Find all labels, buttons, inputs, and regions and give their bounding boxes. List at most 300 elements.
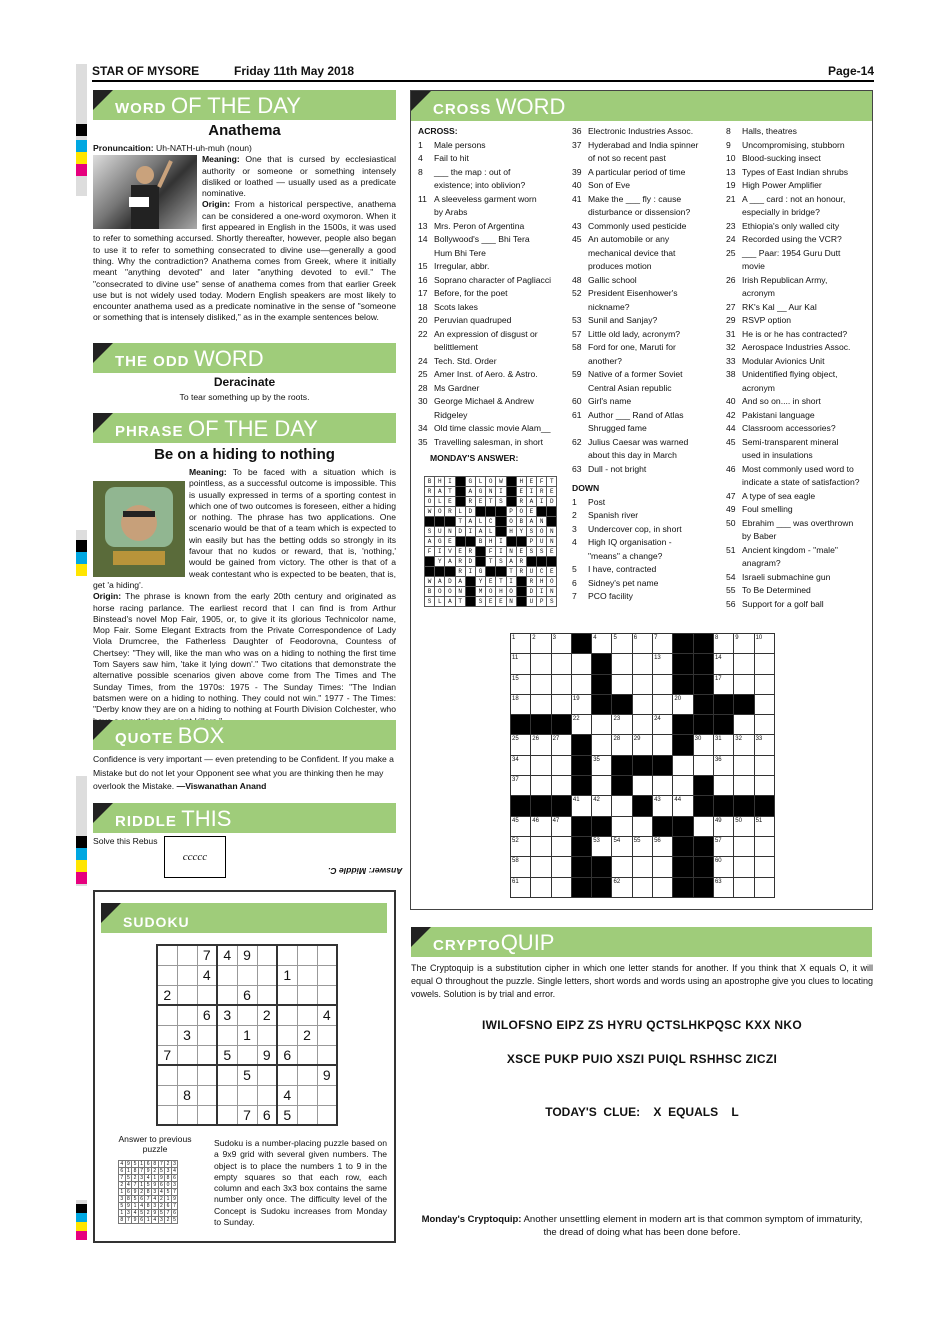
sudoku-cell[interactable] [217,1085,237,1105]
prev-answer-cell: 5 [159,1210,163,1216]
clue-row [418,193,568,207]
crossword-cell[interactable]: 4 [592,634,612,654]
sudoku-cell[interactable]: 5 [237,1065,257,1085]
prev-answer-cell: 7 [166,1210,170,1216]
clue-row [572,368,722,382]
clue-text: I have, contracted [588,564,657,574]
sudoku-cell[interactable] [197,1085,217,1105]
crossword-cell[interactable]: 49 [713,816,733,836]
crossword-cell[interactable] [531,836,551,856]
sudoku-cell[interactable] [157,945,177,965]
clue-row [572,395,722,409]
sudoku-cell[interactable] [297,1105,317,1125]
sudoku-cell[interactable] [317,1085,337,1105]
sudoku-cell[interactable] [317,965,337,985]
clue-number: 13 [726,166,736,177]
crossword-cell[interactable]: 56 [653,836,673,856]
crossword-cell[interactable]: 60 [713,857,733,877]
clue-text: Girl's name [588,396,632,406]
sudoku-cell[interactable] [177,985,197,1005]
answer-cell [486,567,496,577]
clue-text: RK's Kal __ Aur Kal [742,301,817,312]
answer-cell [526,557,536,567]
sudoku-cell[interactable] [297,985,317,1005]
black-square [571,634,591,654]
crossword-cell[interactable]: 10 [754,634,774,654]
clue-number [726,476,742,490]
clue-text: Support for a golf ball [742,598,824,609]
sudoku-cell[interactable] [317,1025,337,1045]
sudoku-cell[interactable]: 5 [277,1105,297,1125]
sudoku-cell[interactable] [297,1005,317,1025]
clue-row [726,517,871,531]
black-square [551,715,571,735]
crossword-cell[interactable]: 2 [531,634,551,654]
crossword-cell[interactable]: 29 [632,735,652,755]
crossword-cell[interactable] [754,877,774,897]
sudoku-cell[interactable]: 3 [217,1005,237,1025]
crossword-cell[interactable] [531,674,551,694]
clue-row [726,409,871,423]
crossword-cell[interactable]: 33 [754,735,774,755]
crossword-cell[interactable] [653,694,673,714]
prev-answer-label: Answer to previous puzzle [118,1134,192,1154]
crossword-cell[interactable] [531,877,551,897]
prev-answer-cell: 9 [127,1161,130,1167]
black-square [693,836,713,856]
crossword-cell[interactable]: 6 [632,634,652,654]
black-square [551,796,571,816]
crossword-cell[interactable] [632,816,652,836]
answer-cell: F [425,547,435,557]
crossword-cell[interactable]: 8 [713,634,733,654]
crossword-cell[interactable] [734,715,754,735]
clue-row [418,422,568,436]
cryptoquip-header [411,927,872,957]
crossword-cell[interactable] [754,857,774,877]
prev-answer-cell: 6 [120,1168,124,1174]
sudoku-cell[interactable]: 7 [157,1045,177,1065]
prev-answer-cell: 8 [133,1168,137,1174]
crossword-cell[interactable] [531,755,551,775]
crossword-cell[interactable]: 61 [511,877,531,897]
crossword-cell[interactable]: 47 [551,816,571,836]
sudoku-cell[interactable]: 1 [277,965,297,985]
crossword-cell[interactable] [653,857,673,877]
sudoku-cell[interactable] [217,985,237,1005]
crossword-cell[interactable] [754,654,774,674]
crossword-cell[interactable] [653,776,673,796]
sudoku-cell[interactable]: 6 [277,1045,297,1065]
prev-answer-cell: 5 [133,1161,137,1167]
sudoku-cell[interactable] [297,1065,317,1085]
clue-row [726,220,871,234]
sudoku-cell[interactable]: 4 [277,1085,297,1105]
clue-row [418,152,568,166]
answer-cell: R [516,567,526,577]
answer-cell: S [496,557,506,567]
sudoku-cell[interactable] [257,965,277,985]
odd-word: Deracinate [213,375,276,389]
answer-cell [455,477,465,487]
crossword-cell[interactable] [531,776,551,796]
crossword-cell[interactable] [673,776,693,796]
crossword-cell[interactable] [734,674,754,694]
answer-cell: U [526,597,536,607]
clue-row [572,536,722,550]
clue-number [572,152,588,166]
crossword-cell[interactable]: 53 [592,836,612,856]
crossword-cell[interactable]: 50 [734,816,754,836]
clue-text: Hum Bhi Tere [434,247,486,258]
sudoku-cell[interactable] [237,1005,257,1025]
sudoku-cell[interactable] [277,1025,297,1045]
crossword-cell[interactable]: 11 [511,654,531,674]
crossword-cell[interactable]: 26 [531,735,551,755]
sudoku-cell[interactable] [297,1045,317,1065]
clue-text: ___ the map : out of [434,166,511,177]
crossword-cell[interactable] [713,776,733,796]
prev-answer-cell: 0 [166,1182,170,1188]
clue-text: especially in bridge? [742,207,820,217]
sudoku-cell[interactable] [257,945,277,965]
prev-answer-cell: 1 [127,1168,130,1174]
crossword-cell[interactable] [592,735,612,755]
prev-answer-cell: 1 [120,1189,124,1195]
crossword-cell[interactable] [632,715,652,735]
sudoku-cell[interactable]: 7 [237,1105,257,1125]
sudoku-cell[interactable] [277,945,297,965]
prev-answer-cell: 2 [159,1203,163,1209]
crossword-cell[interactable] [632,654,652,674]
crossword-cell[interactable]: 18 [511,694,531,714]
sudoku-header [101,903,387,933]
clue-row [572,355,722,369]
clue-number: 5 [572,564,577,574]
phrase-definition [93,467,396,727]
crossword-cell[interactable]: 13 [653,654,673,674]
crossword-cell[interactable] [531,694,551,714]
crossword-cell[interactable] [632,674,652,694]
clue-row [726,490,871,504]
quote-text [93,753,396,794]
sudoku-cell[interactable]: 4 [197,965,217,985]
crossword-cell[interactable]: 55 [632,836,652,856]
crossword-cell[interactable]: 46 [531,816,551,836]
sudoku-cell[interactable]: 4 [317,1005,337,1025]
black-square [693,654,713,674]
clue-text: produces motion [588,261,652,271]
clue-row [418,314,568,328]
sudoku-cell[interactable] [217,965,237,985]
sudoku-cell[interactable] [237,965,257,985]
prev-answer-cell: 2 [133,1175,137,1181]
clue-text: Ms Gardner [434,382,480,393]
answer-cell [455,537,465,547]
sudoku-cell[interactable] [297,945,317,965]
answer-cell: O [547,577,557,587]
sudoku-cell[interactable] [317,1045,337,1065]
crossword-cell[interactable]: 14 [713,654,733,674]
sudoku-cell[interactable] [197,1065,217,1085]
sudoku-cell[interactable] [297,965,317,985]
print-mark [76,540,87,552]
crossword-cell[interactable]: 37 [511,776,531,796]
crossword-cell[interactable] [571,674,591,694]
sudoku-cell[interactable] [257,985,277,1005]
sudoku-cell[interactable] [197,1025,217,1045]
crossword-cell[interactable] [693,755,713,775]
answer-cell: N [506,547,516,557]
sudoku-cell[interactable] [177,965,197,985]
sudoku-cell[interactable] [197,1045,217,1065]
crossword-cell[interactable] [632,857,652,877]
clue-text: High Power Amplifier [742,180,822,190]
crossword-cell[interactable] [734,755,754,775]
crossword-cell[interactable]: 58 [511,857,531,877]
sudoku-cell[interactable] [277,1065,297,1085]
crossword-cell[interactable] [754,674,774,694]
crossword-cell[interactable] [551,776,571,796]
prev-answer-cell: 8 [166,1175,170,1181]
crossword-cell[interactable] [754,755,774,775]
sudoku-cell[interactable]: 6 [257,1105,277,1125]
crossword-cell[interactable]: 17 [713,674,733,694]
crossword-cell[interactable]: 57 [713,836,733,856]
prev-answer-cell: 8 [127,1196,130,1202]
crossword-cell[interactable]: 54 [612,836,632,856]
answer-cell: N [547,587,557,597]
sudoku-cell[interactable]: 6 [197,1005,217,1025]
sudoku-cell[interactable] [297,1085,317,1105]
crossword-cell[interactable] [734,776,754,796]
crossword-cell[interactable]: 25 [511,735,531,755]
crossword-cell[interactable]: 63 [713,877,733,897]
crossword-cell[interactable]: 62 [612,877,632,897]
crossword-cell[interactable] [571,654,591,674]
header-label: QUOTE [115,730,174,747]
crossword-cell[interactable] [612,674,632,694]
sudoku-cell[interactable] [157,965,177,985]
sudoku-cell[interactable]: 2 [257,1005,277,1025]
crossword-cell[interactable]: 36 [713,755,733,775]
crossword-cell[interactable]: 20 [673,694,693,714]
black-square [693,715,713,735]
crossword-cell[interactable]: 7 [653,634,673,654]
crossword-cell[interactable] [653,735,673,755]
crossword-cell[interactable] [612,816,632,836]
crossword-cell[interactable] [551,836,571,856]
crossword-cell[interactable] [612,857,632,877]
down-clues [726,125,871,611]
sudoku-cell[interactable] [157,1105,177,1125]
sudoku-cell[interactable]: 9 [317,1065,337,1085]
crossword-cell[interactable] [551,694,571,714]
sudoku-cell[interactable] [177,1005,197,1025]
crossword-cell[interactable]: 28 [612,735,632,755]
clue-text: Ford for one, Maruti for [588,342,676,352]
crossword-cell[interactable] [551,857,571,877]
clue-text: Native of a former Soviet [588,369,683,379]
sudoku-cell[interactable]: 7 [197,945,217,965]
clue-number [418,341,434,355]
sudoku-cell[interactable] [317,985,337,1005]
sudoku-cell[interactable]: 6 [237,985,257,1005]
sudoku-cell[interactable] [257,1025,277,1045]
crossword-cell[interactable]: 32 [734,735,754,755]
crossword-cell[interactable] [531,654,551,674]
crossword-grid[interactable] [510,633,775,898]
crossword-cell[interactable]: 44 [673,796,693,816]
crossword-cell[interactable]: 30 [693,735,713,755]
crossword-cell[interactable]: 31 [713,735,733,755]
clue-number: 4 [418,153,423,163]
crossword-cell[interactable]: 15 [511,674,531,694]
crossword-cell[interactable] [754,694,774,714]
sudoku-cell[interactable]: 9 [257,1045,277,1065]
answer-cell [425,517,435,527]
crossword-cell[interactable] [551,877,571,897]
crossword-cell[interactable] [754,715,774,735]
sudoku-cell[interactable]: 1 [237,1025,257,1045]
prev-answer-cell: 7 [140,1168,143,1174]
clue-number: 56 [726,598,736,609]
crossword-cell[interactable]: 22 [571,715,591,735]
clue-text: Scots lakes [434,301,478,312]
crossword-cell[interactable] [592,776,612,796]
crossword-cell[interactable] [653,674,673,694]
crossword-cell[interactable] [754,776,774,796]
sudoku-cell[interactable] [237,1045,257,1065]
sudoku-cell[interactable] [177,1045,197,1065]
sudoku-cell[interactable] [317,1105,337,1125]
clue-number: 40 [726,396,736,406]
crossword-cell[interactable]: 19 [571,694,591,714]
crossword-cell[interactable]: 41 [571,796,591,816]
crossword-cell[interactable]: 24 [653,715,673,735]
crossword-cell[interactable]: 45 [511,816,531,836]
prev-answer-cell: 7 [159,1161,163,1167]
monday-cryptoquip [418,1213,866,1239]
crossword-cell[interactable]: 43 [653,796,673,816]
sudoku-cell[interactable] [217,1065,237,1085]
sudoku-cell[interactable]: 2 [157,985,177,1005]
sudoku-cell[interactable] [277,985,297,1005]
crossword-cell[interactable] [734,877,754,897]
crossword-cell[interactable]: 1 [511,634,531,654]
crossword-cell[interactable] [653,877,673,897]
sudoku-cell[interactable]: 3 [177,1025,197,1045]
clue-number: 51 [726,544,736,555]
prev-answer-cell: 6 [146,1161,150,1167]
prev-answer-cell: 4 [127,1182,130,1188]
sudoku-cell[interactable] [157,1025,177,1045]
crossword-cell[interactable] [673,755,693,775]
crossword-cell[interactable] [612,796,632,816]
black-square [754,796,774,816]
crossword-cell[interactable]: 23 [612,715,632,735]
prev-answer-cell: 6 [173,1175,176,1181]
crossword-cell[interactable] [551,654,571,674]
sudoku-cell[interactable] [157,1085,177,1105]
sudoku-cell[interactable]: 8 [177,1085,197,1105]
crossword-header [411,91,872,121]
sudoku-cell[interactable] [177,945,197,965]
clue-row [726,355,871,369]
clue-number: 4 [572,537,577,547]
crossword-cell[interactable]: 27 [551,735,571,755]
sudoku-cell[interactable] [317,945,337,965]
black-square [693,796,713,816]
sudoku-cell[interactable]: 4 [217,945,237,965]
answer-cell: B [425,587,435,597]
clue-number: 21 [726,193,736,204]
crossword-cell[interactable]: 51 [754,816,774,836]
sudoku-cell[interactable] [277,1005,297,1025]
sudoku-cell[interactable] [217,1105,237,1125]
clue-number [726,557,742,571]
crossword-cell[interactable] [592,715,612,735]
crossword-cell[interactable] [693,816,713,836]
clue-number: 13 [418,220,428,231]
crossword-cell[interactable] [531,857,551,877]
sudoku-cell[interactable] [197,985,217,1005]
print-mark [76,1204,87,1213]
sudoku-cell[interactable] [157,1005,177,1025]
sudoku-cell[interactable]: 5 [217,1045,237,1065]
print-mark [76,860,87,872]
clue-row [572,166,722,180]
crossword-cell[interactable] [734,654,754,674]
crossword-cell[interactable] [632,877,652,897]
crossword-cell[interactable]: 9 [734,634,754,654]
crossword-cell[interactable]: 52 [511,836,531,856]
sudoku-cell[interactable] [237,1085,257,1105]
crossword-cell[interactable]: 5 [612,634,632,654]
answer-cell: I [465,567,475,577]
sudoku-cell[interactable] [257,1085,277,1105]
sudoku-grid[interactable] [156,944,338,1126]
answer-cell: E [475,497,485,507]
sudoku-cell[interactable] [177,1065,197,1085]
answer-cell: A [475,527,485,537]
sudoku-cell[interactable]: 9 [237,945,257,965]
answer-cell: E [516,547,526,557]
crossword-cell[interactable] [632,694,652,714]
sudoku-cell[interactable] [257,1065,277,1085]
sudoku-cell[interactable] [177,1105,197,1125]
sudoku-cell[interactable]: 2 [297,1025,317,1045]
sudoku-cell[interactable] [217,1025,237,1045]
crossword-cell[interactable]: 35 [592,755,612,775]
clue-text: Foul smelling [742,504,793,514]
black-square [571,776,591,796]
clue-text: by Arabs [434,207,468,217]
crossword-cell[interactable] [754,836,774,856]
crossword-cell[interactable]: 34 [511,755,531,775]
crossword-cell[interactable] [734,836,754,856]
sudoku-cell[interactable] [157,1065,177,1085]
sudoku-cell[interactable] [197,1105,217,1125]
crossword-cell[interactable]: 42 [592,796,612,816]
crossword-cell[interactable] [551,755,571,775]
crossword-cell[interactable] [551,674,571,694]
crossword-cell[interactable] [734,857,754,877]
crossword-cell[interactable]: 3 [551,634,571,654]
crossword-cell[interactable] [612,654,632,674]
answer-cell [475,547,485,557]
crossword-cell[interactable] [632,776,652,796]
